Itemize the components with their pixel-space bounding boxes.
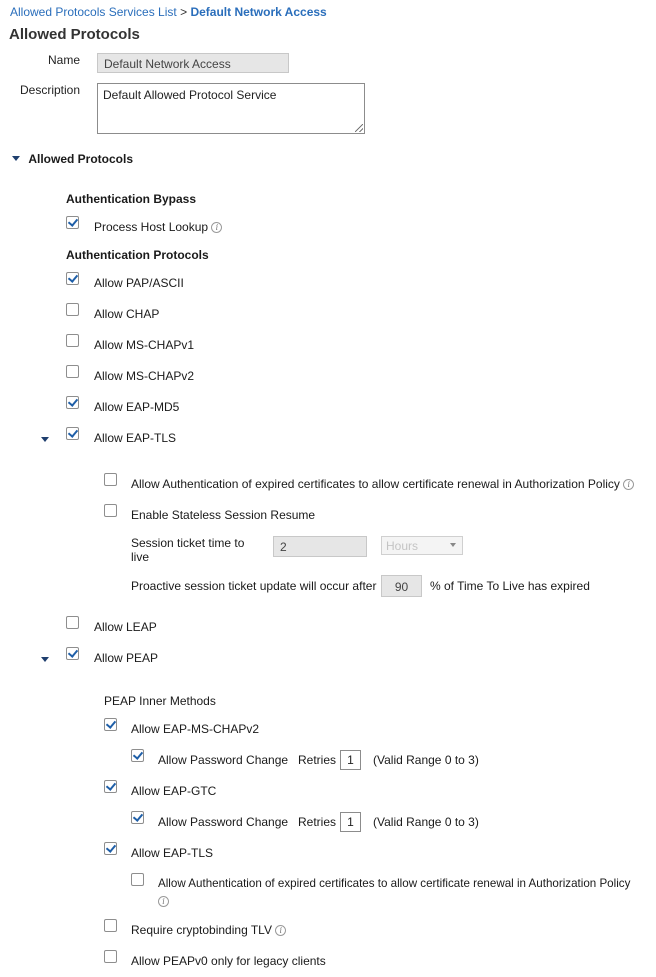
peap-eap-gtc-label: Allow EAP-GTC — [131, 784, 217, 798]
allow-mschapv2-checkbox[interactable] — [66, 365, 79, 378]
peapv0-legacy-label: Allow PEAPv0 only for legacy clients — [131, 954, 326, 968]
eap-tls-expired-certs-checkbox[interactable] — [104, 473, 117, 486]
peap-tls-expired-certs-checkbox[interactable] — [131, 873, 144, 886]
description-text: Default Allowed Protocol Service — [103, 88, 277, 102]
allow-eap-md5-checkbox[interactable] — [66, 396, 79, 409]
allow-leap-checkbox[interactable] — [66, 616, 79, 629]
proactive-update-suffix: % of Time To Live has expired — [430, 579, 590, 593]
peap-eap-tls-label: Allow EAP-TLS — [131, 846, 214, 860]
gtc-retries-label: Retries — [298, 815, 337, 829]
allow-chap-label: Allow CHAP — [94, 307, 160, 321]
mschapv2-valid-range: (Valid Range 0 to 3) — [373, 753, 479, 767]
proactive-update-label: Proactive session ticket update will occur after — [131, 579, 377, 593]
authentication-protocols-heading: Authentication Protocols — [66, 248, 209, 262]
allow-peap-label: Allow PEAP — [94, 651, 159, 665]
eap-tls-expired-certs-label: Allow Authentication of expired certificates to allow certificate renewal in Authorization Policy i — [131, 477, 634, 491]
info-icon[interactable]: i — [623, 479, 634, 490]
allow-mschapv1-label: Allow MS-CHAPv1 — [94, 338, 195, 352]
mschapv2-retries-input[interactable]: 1 — [340, 750, 361, 770]
gtc-password-change-checkbox[interactable] — [131, 811, 144, 824]
peap-eap-mschapv2-label: Allow EAP-MS-CHAPv2 — [131, 722, 260, 736]
peap-tls-expired-certs-label: Allow Authentication of expired certificates to allow certificate renewal in Authorization Policy — [158, 877, 631, 890]
require-cryptobinding-checkbox[interactable] — [104, 919, 117, 932]
info-icon[interactable]: i — [275, 925, 286, 936]
allow-pap-checkbox[interactable] — [66, 272, 79, 285]
peap-expand-icon[interactable] — [41, 657, 49, 662]
resize-grip-icon[interactable] — [355, 124, 363, 132]
description-label: Description — [20, 83, 81, 97]
gtc-password-change-label: Allow Password Change — [158, 815, 289, 829]
name-label: Name — [48, 53, 81, 67]
process-host-lookup-checkbox[interactable] — [66, 216, 79, 229]
allowed-protocols-toggle[interactable] — [12, 152, 133, 166]
mschapv2-password-change-checkbox[interactable] — [131, 749, 144, 762]
peapv0-legacy-checkbox[interactable] — [104, 950, 117, 963]
allow-eap-tls-checkbox[interactable] — [66, 427, 79, 440]
chevron-down-icon — [12, 156, 20, 161]
allow-eap-md5-label: Allow EAP-MD5 — [94, 400, 180, 414]
peap-eap-gtc-checkbox[interactable] — [104, 780, 117, 793]
peap-inner-methods-heading: PEAP Inner Methods — [104, 694, 216, 708]
breadcrumb-current: Default Network Access — [190, 5, 327, 19]
peap-eap-mschapv2-checkbox[interactable] — [104, 718, 117, 731]
process-host-lookup-label: Process Host Lookup i — [94, 220, 222, 234]
description-field[interactable] — [97, 83, 365, 134]
allowed-protocols-section-title: Allowed Protocols — [28, 152, 134, 166]
peap-eap-tls-checkbox[interactable] — [104, 842, 117, 855]
mschapv2-retries-label: Retries — [298, 753, 337, 767]
breadcrumb-separator: > — [180, 5, 188, 19]
breadcrumb-parent-link[interactable]: Allowed Protocols Services List — [10, 5, 177, 19]
eap-tls-expand-icon[interactable] — [41, 437, 49, 442]
allow-mschapv1-checkbox[interactable] — [66, 334, 79, 347]
allow-chap-checkbox[interactable] — [66, 303, 79, 316]
proactive-update-input[interactable]: 90 — [381, 575, 422, 597]
allow-mschapv2-label: Allow MS-CHAPv2 — [94, 369, 195, 383]
session-ticket-ttl-input[interactable]: 2 — [273, 536, 367, 557]
mschapv2-password-change-label: Allow Password Change — [158, 753, 289, 767]
name-field[interactable]: Default Network Access — [97, 53, 289, 73]
authentication-bypass-heading: Authentication Bypass — [66, 192, 197, 206]
session-ticket-ttl-label: Session ticket time to live — [131, 536, 245, 564]
allow-peap-checkbox[interactable] — [66, 647, 79, 660]
allow-eap-tls-label: Allow EAP-TLS — [94, 431, 177, 445]
allow-pap-label: Allow PAP/ASCII — [94, 276, 184, 290]
dropdown-arrow-icon — [450, 543, 456, 547]
gtc-retries-input[interactable]: 1 — [340, 812, 361, 832]
stateless-session-resume-label: Enable Stateless Session Resume — [131, 508, 316, 522]
info-icon[interactable]: i — [158, 896, 169, 907]
allow-leap-label: Allow LEAP — [94, 620, 157, 634]
breadcrumb — [10, 5, 327, 19]
stateless-session-resume-checkbox[interactable] — [104, 504, 117, 517]
info-icon[interactable]: i — [211, 222, 222, 233]
gtc-valid-range: (Valid Range 0 to 3) — [373, 815, 479, 829]
page-title: Allowed Protocols — [9, 26, 140, 43]
session-ticket-ttl-unit-select[interactable]: Hours — [381, 536, 463, 555]
require-cryptobinding-label: Require cryptobinding TLV i — [131, 923, 286, 937]
